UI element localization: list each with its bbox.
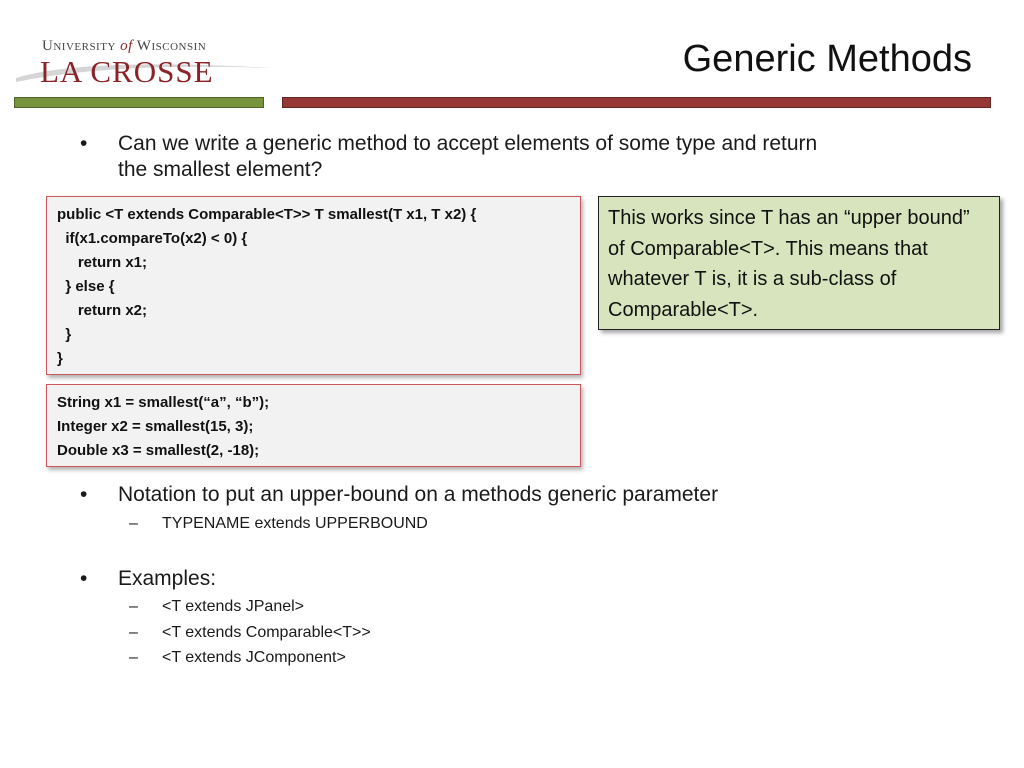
code-line: Integer x2 = smallest(15, 3);: [57, 418, 254, 435]
sub-bullet-example: – <T extends JPanel>: [129, 598, 305, 615]
dash-icon: –: [129, 624, 138, 641]
dash-icon: –: [129, 649, 138, 666]
bullet-examples: • Examples:: [80, 567, 217, 590]
bullet-dot-icon: •: [80, 483, 88, 506]
sub-bullet-example: – <T extends JComponent>: [129, 649, 346, 666]
upper-bound-note: This works since T has an “upper bound” of Comparable<T>. This means that whatever T is, it is a sub-class of Comparable<T>.: [598, 196, 1000, 330]
dash-icon: –: [129, 515, 138, 532]
bullet-dot-icon: •: [80, 132, 88, 155]
code-line: }: [57, 326, 72, 343]
code-line: } else {: [57, 278, 115, 295]
header-bar-green: [14, 97, 264, 108]
code-block-usage: [46, 384, 581, 467]
sub-bullet-example: – <T extends Comparable<T>>: [129, 624, 371, 641]
code-line: String x1 = smallest(“a”, “b”);: [57, 394, 270, 411]
logo-la-crosse-text: LA CROSSE: [40, 54, 214, 89]
bullet-notation: • Notation to put an upper-bound on a methods generic parameter: [80, 483, 719, 506]
logo-university-text: University of Wisconsin: [42, 38, 207, 54]
header-bar-red: [282, 97, 991, 108]
bullet-question: [80, 131, 980, 185]
bullet-dot-icon: •: [80, 567, 88, 590]
code-line: }: [57, 350, 63, 367]
bullet-question-line-2: the smallest element?: [118, 158, 323, 181]
code-line: Double x3 = smallest(2, -18);: [57, 442, 260, 459]
slide-title: Generic Methods: [682, 38, 972, 80]
bullet-question-line-1: Can we write a generic method to accept elements of some type and return: [118, 132, 818, 155]
code-line: if(x1.compareTo(x2) < 0) {: [57, 230, 248, 247]
university-logo: [14, 34, 276, 90]
code-block-method: [46, 196, 581, 375]
code-line: public <T extends Comparable<T>> T smallest(T x1, T x2) {: [57, 206, 477, 223]
dash-icon: –: [129, 598, 138, 615]
code-line: return x2;: [57, 302, 148, 319]
sub-bullet-typename: – TYPENAME extends UPPERBOUND: [129, 515, 428, 532]
code-line: return x1;: [57, 254, 148, 271]
